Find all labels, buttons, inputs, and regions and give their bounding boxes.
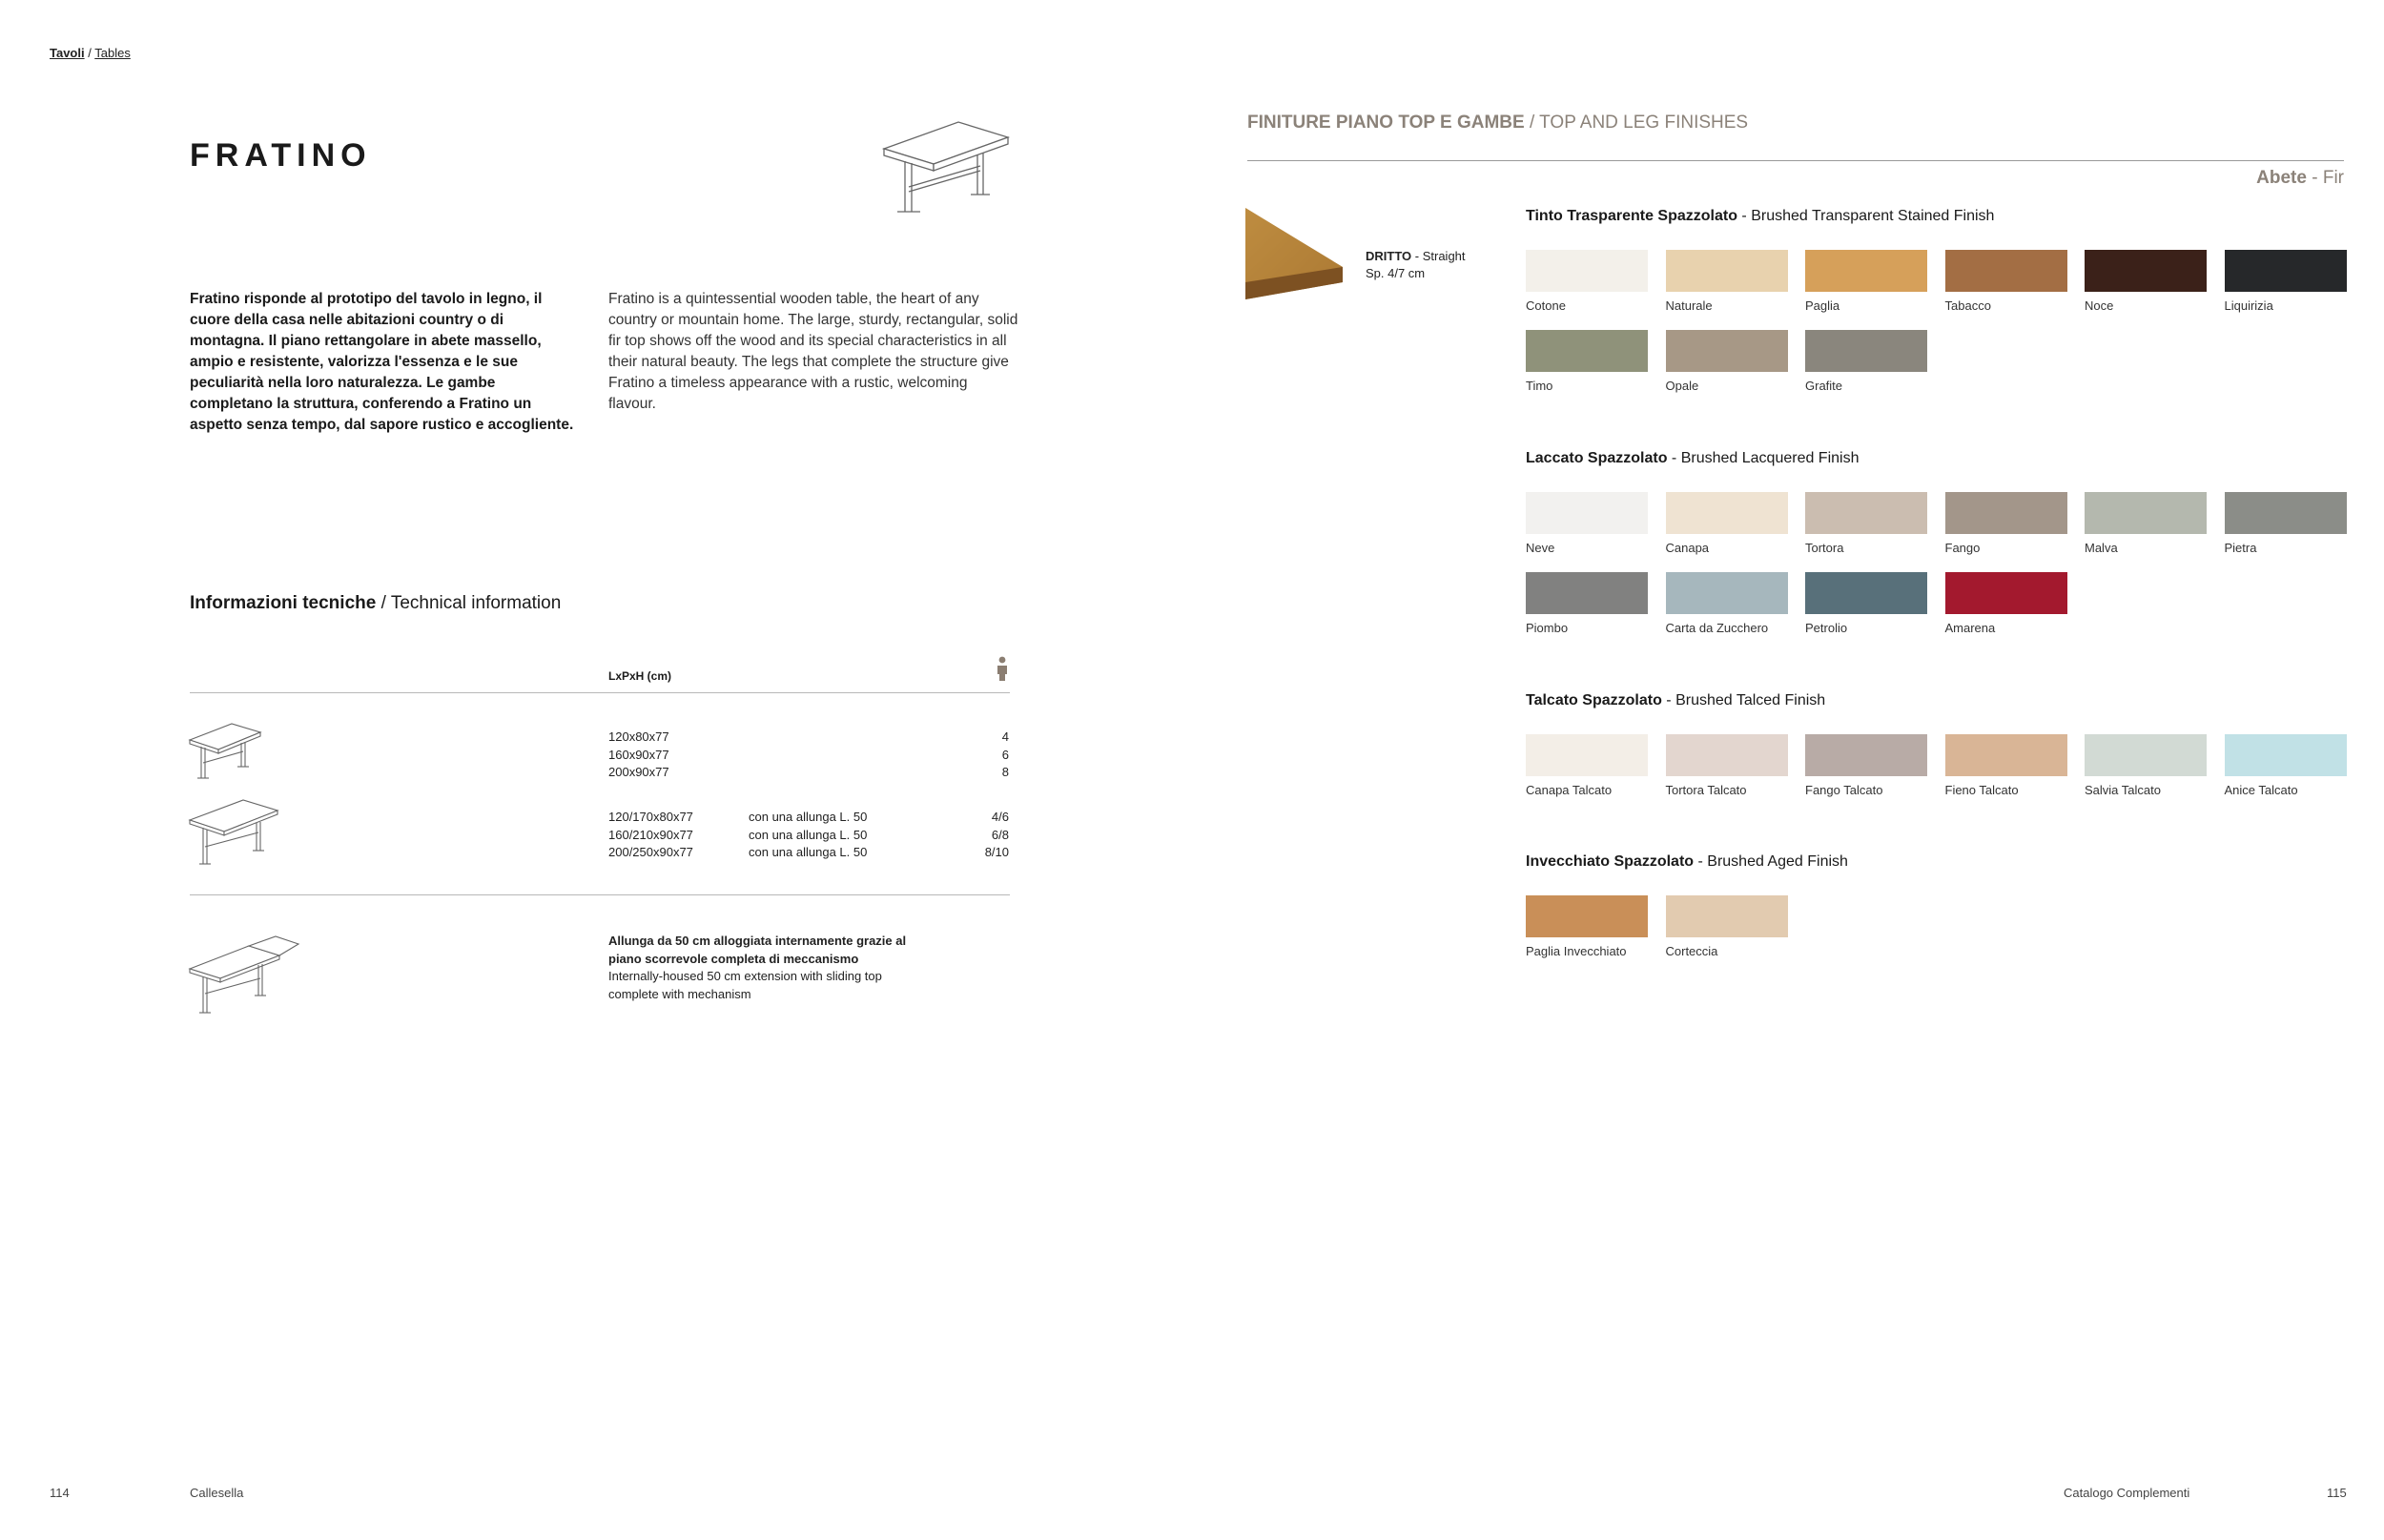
- finish-group-title-it: Laccato Spazzolato: [1526, 450, 1668, 466]
- edge-profile-rest: - Straight: [1411, 249, 1466, 263]
- finish-swatch-label: Tortora Talcato: [1665, 783, 1747, 797]
- extension-row: con una allunga L. 50: [749, 845, 868, 859]
- breadcrumb: [50, 46, 131, 60]
- finish-swatch-label: Carta da Zucchero: [1665, 621, 1769, 635]
- finish-group-title-en: - Brushed Talced Finish: [1661, 692, 1826, 708]
- extendable-dims: [608, 809, 693, 862]
- finish-swatch-label: Salvia Talcato: [2085, 783, 2161, 797]
- finish-swatch-label: Naturale: [1665, 298, 1713, 313]
- finish-swatch-label: Fieno Talcato: [1944, 783, 2019, 797]
- finish-swatch: [1945, 572, 2067, 614]
- finish-swatch: [2225, 734, 2347, 776]
- finish-swatch: [1666, 330, 1788, 372]
- finish-group-title-it: Invecchiato Spazzolato: [1526, 853, 1695, 870]
- finish-swatch: [1526, 895, 1648, 937]
- finish-swatch-label: Pietra: [2224, 541, 2257, 555]
- finish-swatch: [2085, 492, 2207, 534]
- finishes-title-en: TOP AND LEG FINISHES: [1539, 113, 1749, 133]
- table-illustration-icon: [882, 116, 1011, 221]
- finish-swatch-label: Tabacco: [1944, 298, 1991, 313]
- table-bottom-rule: [190, 894, 1010, 895]
- finish-swatch: [1666, 250, 1788, 292]
- finishes-title: [1247, 113, 1748, 133]
- finish-swatch: [1805, 330, 1927, 372]
- finish-swatch: [1805, 572, 1927, 614]
- finish-swatch-label: Canapa: [1665, 541, 1710, 555]
- finish-swatch-label: Opale: [1665, 379, 1699, 393]
- finish-group-title-en: - Brushed Aged Finish: [1694, 853, 1848, 870]
- extendable-seat-row: 6/8: [991, 827, 1009, 842]
- finish-swatch-label: Grafite: [1805, 379, 1843, 393]
- finish-swatch: [1526, 572, 1648, 614]
- footer-brand: Callesella: [190, 1486, 244, 1500]
- fixed-seat-row: 8: [1001, 765, 1009, 779]
- wood-type-it: Abete: [2256, 168, 2307, 188]
- extension-info: [749, 809, 867, 862]
- fixed-seat-row: 4: [1001, 729, 1009, 744]
- finish-swatch-label: Amarena: [1944, 621, 1996, 635]
- fixed-dims: [608, 729, 669, 782]
- extendable-seat-row: 4/6: [991, 810, 1009, 824]
- footer-catalog: Catalogo Complementi: [2064, 1486, 2190, 1500]
- finish-swatch-label: Tortora: [1805, 541, 1844, 555]
- extendable-dim-row: 200/250x90x77: [608, 845, 693, 859]
- edge-thickness: Sp. 4/7 cm: [1366, 266, 1426, 280]
- person-seats-icon: [996, 656, 1009, 681]
- extension-note-en: Internally-housed 50 cm extension with sliding top complete with mechanism: [608, 969, 882, 1001]
- intro-italian: Fratino risponde al prototipo del tavolo in legno, il cuore della casa nelle abitazioni country o di montagna. Il piano rettangolare in abete massello, ampio e resistente, valorizza l'essenza e le sue peculiarità nella loro naturalezza. Le gambe completano la struttura, conferendo a Fratino un aspetto senza tempo, dal sapore rustico e accogliente.: [190, 291, 574, 433]
- fixed-dim-row: 160x90x77: [608, 747, 669, 762]
- edge-profile-bold: DRITTO: [1366, 249, 1412, 263]
- breadcrumb-tavoli-link[interactable]: Tavoli: [50, 46, 85, 60]
- intro-english: Fratino is a quintessential wooden table, the heart of any country or mountain home. The large, sturdy, rectangular, solid fir top shows off the wood and its special characteristics in all their natural beauty. The legs that complete the structure give Fratino a timeless appearance with a rustic, welcoming flavour.: [608, 291, 1018, 412]
- fixed-dim-row: 200x90x77: [608, 765, 669, 779]
- finishes-title-it: FINITURE PIANO TOP E GAMBE: [1247, 113, 1525, 133]
- finish-swatch-label: Timo: [1526, 379, 1553, 393]
- finish-swatch: [2225, 492, 2347, 534]
- technical-info-title-sep: /: [380, 593, 386, 613]
- finish-swatch-label: Corteccia: [1665, 944, 1718, 958]
- finish-swatch-label: Liquirizia: [2224, 298, 2273, 313]
- extension-row: con una allunga L. 50: [749, 810, 868, 824]
- finishes-title-sep: /: [1529, 113, 1535, 133]
- finish-group-title: [1526, 450, 1859, 467]
- extension-mechanism-icon: [188, 934, 300, 1020]
- wood-type-en: Fir: [2322, 168, 2344, 188]
- finish-swatch: [1805, 250, 1927, 292]
- technical-info-title: [190, 593, 561, 614]
- finish-swatch: [1945, 492, 2067, 534]
- finish-swatch: [1805, 492, 1927, 534]
- finish-swatch: [1526, 492, 1648, 534]
- finish-swatch: [1666, 734, 1788, 776]
- technical-info-title-it: Informazioni tecniche: [190, 593, 377, 613]
- finish-swatch-label: Petrolio: [1805, 621, 1848, 635]
- breadcrumb-tables-link[interactable]: Tables: [94, 46, 131, 60]
- extension-note: [608, 933, 933, 1003]
- edge-profile: [1366, 248, 1466, 282]
- wood-edge-sample-icon: [1245, 206, 1345, 303]
- fixed-dim-row: 120x80x77: [608, 729, 669, 744]
- finish-group-title: [1526, 853, 1848, 871]
- breadcrumb-separator: /: [88, 46, 92, 60]
- finish-swatch-label: Paglia: [1805, 298, 1840, 313]
- finish-swatch: [1666, 492, 1788, 534]
- finish-swatch: [2225, 250, 2347, 292]
- finish-swatch-label: Cotone: [1526, 298, 1566, 313]
- finish-swatch-label: Canapa Talcato: [1526, 783, 1613, 797]
- fixed-seats: [952, 729, 1009, 782]
- finish-swatch: [2085, 734, 2207, 776]
- extendable-dim-row: 160/210x90x77: [608, 827, 693, 842]
- page-number-right: 115: [2327, 1486, 2347, 1500]
- finish-swatch: [1526, 250, 1648, 292]
- finish-swatch: [2085, 250, 2207, 292]
- finish-group-title-it: Tinto Trasparente Spazzolato: [1526, 208, 1737, 224]
- page-title: FRATINO: [190, 137, 372, 174]
- finish-swatch-label: Paglia Invecchiato: [1526, 944, 1627, 958]
- wood-type-sep: -: [2312, 168, 2318, 188]
- finish-swatch: [1526, 330, 1648, 372]
- finish-group-title-en: - Brushed Transparent Stained Finish: [1737, 208, 1995, 224]
- finish-swatch: [1666, 895, 1788, 937]
- fixed-seat-row: 6: [1001, 747, 1009, 762]
- extendable-table-icon: [188, 797, 279, 870]
- edge-profile-name: [1366, 248, 1466, 265]
- page-number-left: 114: [50, 1486, 70, 1500]
- extendable-seat-row: 8/10: [984, 845, 1009, 859]
- finish-swatch-label: Noce: [2085, 298, 2114, 313]
- finish-group-title: [1526, 208, 1994, 225]
- finish-group-title-en: - Brushed Lacquered Finish: [1667, 450, 1860, 466]
- fixed-table-icon: [188, 721, 262, 784]
- finish-group-title-it: Talcato Spazzolato: [1526, 692, 1662, 708]
- extension-row: con una allunga L. 50: [749, 827, 868, 842]
- finishes-rule: [1247, 160, 2344, 161]
- finish-swatch-label: Anice Talcato: [2224, 783, 2298, 797]
- extension-note-it: Allunga da 50 cm alloggiata internamente grazie al piano scorrevole completa di meccanismo: [608, 934, 907, 966]
- finish-swatch-label: Fango: [1944, 541, 1981, 555]
- finish-swatch: [1945, 250, 2067, 292]
- finish-swatch-label: Malva: [2085, 541, 2118, 555]
- finish-group-title: [1526, 692, 1825, 709]
- finish-swatch: [1526, 734, 1648, 776]
- finish-swatch: [1805, 734, 1927, 776]
- extendable-dim-row: 120/170x80x77: [608, 810, 693, 824]
- finish-swatch-label: Piombo: [1526, 621, 1569, 635]
- finish-swatch: [1945, 734, 2067, 776]
- finish-swatch: [1666, 572, 1788, 614]
- finish-swatch-label: Neve: [1526, 541, 1555, 555]
- table-header-rule: [190, 692, 1010, 693]
- technical-info-title-en: Technical information: [390, 593, 562, 613]
- wood-type: [2256, 168, 2344, 189]
- extendable-seats: [952, 809, 1009, 862]
- finish-swatch-label: Fango Talcato: [1805, 783, 1883, 797]
- dimension-column-header: LxPxH (cm): [608, 669, 672, 683]
